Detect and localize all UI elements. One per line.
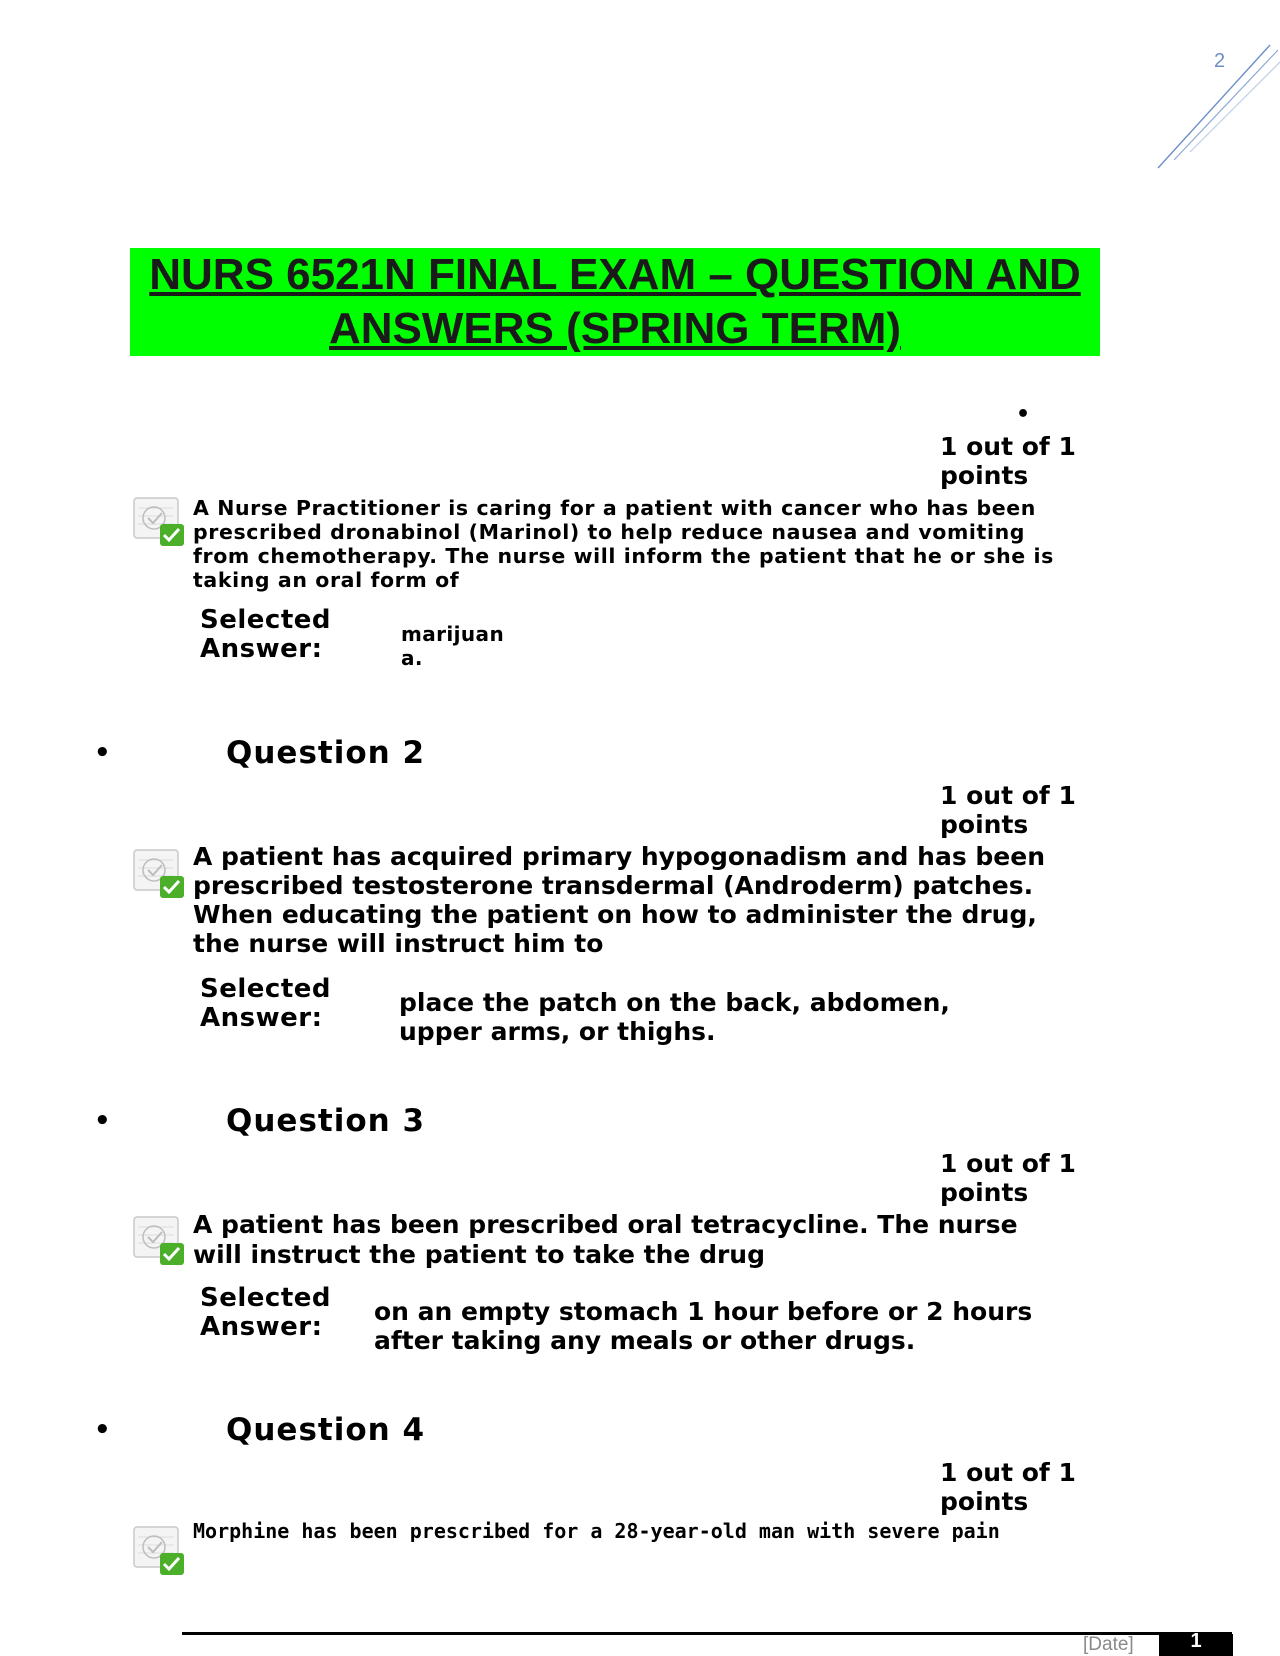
question-2-heading: Question 2 [226, 735, 426, 771]
question-3-answer: on an empty stomach 1 hour before or 2 hours after taking any meals or other drugs. [374, 1297, 1033, 1355]
question-2-answer: place the patch on the back, abdomen, upper arms, or thighs. [399, 988, 950, 1046]
footer-rule [182, 1632, 1232, 1635]
question-3-text: A patient has been prescribed oral tetracycline. The nurse will instruct the patient to take the drug [193, 1210, 1018, 1269]
question-2-points: 1 out of 1 points [940, 781, 1076, 839]
question-3-selected-answer-label: Selected Answer: [200, 1283, 331, 1342]
question-2-bullet: • [94, 738, 111, 768]
header-page-number: 2 [1214, 50, 1226, 72]
question-4-points: 1 out of 1 points [940, 1458, 1076, 1516]
question-3-points: 1 out of 1 points [940, 1149, 1076, 1207]
title-line-1: NURS 6521N FINAL EXAM – QUESTION AND [149, 250, 1081, 299]
question-4-heading: Question 4 [226, 1412, 426, 1448]
question-1-selected-answer-label: Selected Answer: [200, 605, 331, 664]
correct-check-icon [132, 1213, 188, 1267]
question-1-answer: marijuan a. [401, 622, 505, 670]
footer-date: [Date] [1083, 1634, 1134, 1655]
question-4-text: Morphine has been prescribed for a 28-year-old man with severe pain [193, 1519, 1000, 1543]
question-2-text: A patient has acquired primary hypogonadism and has been prescribed testosterone transdermal (Androderm) patches. When educating the patient on how to administer the drug, the nurse will instruct him to [193, 842, 1046, 958]
corner-decoration [1150, 40, 1280, 180]
question-2-selected-answer-label: Selected Answer: [200, 974, 331, 1033]
footer-page-number: 1 [1159, 1634, 1233, 1656]
question-4-bullet: • [94, 1415, 111, 1445]
correct-check-icon [132, 1523, 188, 1577]
correct-check-icon [132, 494, 188, 548]
bullet: • [1016, 402, 1031, 427]
title-line-2: ANSWERS (SPRING TERM) [329, 304, 901, 353]
question-1-text: A Nurse Practitioner is caring for a patient with cancer who has been prescribed dronabinol (Marinol) to help reduce nausea and vomiting from chemotherapy. The nurse will inform the patient that he or she is taking an oral form of [193, 496, 1054, 592]
question-3-heading: Question 3 [226, 1103, 426, 1139]
correct-check-icon [132, 846, 188, 900]
document-title [130, 248, 1100, 356]
question-3-bullet: • [94, 1106, 111, 1136]
question-1-points: 1 out of 1 points [940, 432, 1076, 490]
